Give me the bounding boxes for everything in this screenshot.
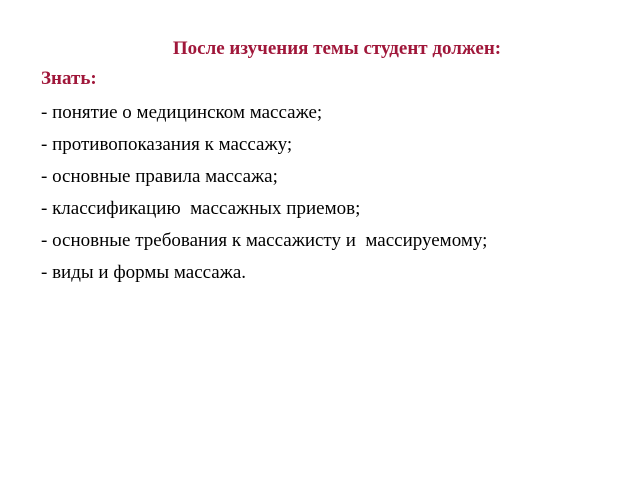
know-label: Знать:	[41, 68, 97, 89]
list-item: - противопоказания к массажу;	[41, 134, 293, 155]
list-item: - понятие о медицинском массаже;	[41, 102, 323, 123]
slide-heading: После изучения темы студент должен:	[172, 38, 502, 59]
list-item: - основные правила массажа;	[41, 166, 278, 187]
list-item: - классификацию массажных приемов;	[41, 198, 361, 219]
list-item: - виды и формы массажа.	[41, 262, 247, 283]
list-item: - основные требования к массажисту и массируемому;	[41, 230, 488, 251]
knowledge-list	[41, 97, 487, 289]
